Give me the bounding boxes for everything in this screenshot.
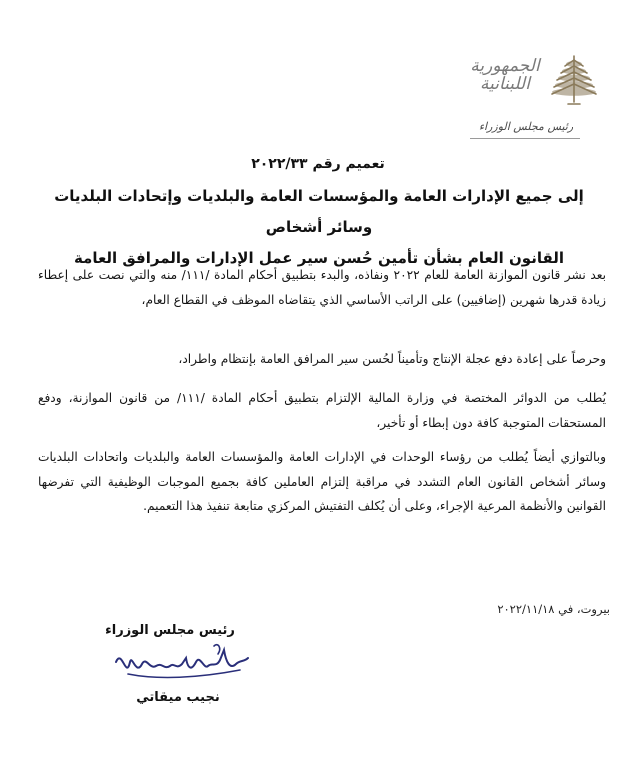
date-line: بيروت، في ٢٠٢٢/١١/١٨ <box>497 602 610 616</box>
subject-line-1: إلى جميع الإدارات العامة والمؤسسات العامة والبلديات وإتحادات البلديات وسائر أشخاص <box>54 187 584 236</box>
signer-title: رئيس مجلس الوزراء <box>105 623 235 638</box>
office-name: رئيس مجلس الوزراء <box>478 120 574 133</box>
signer-name: نجيب ميقاتي <box>136 690 220 705</box>
circular-subject <box>30 181 608 274</box>
crest-line-1: الجمهورية <box>470 56 540 76</box>
crest-wordmark <box>462 58 548 94</box>
body-paragraph-4: وبالتوازي أيضاً يُطلب من رؤساء الوحدات في الإدارات العامة والمؤسسات العامة والبلديات واتحادات البلديات وسائر أشخاص القانون العام التشدد في مراقبة إلتزام العاملين كافة بجميع الموجبات الوظيفية التي تفرضها القوانين والأنظمة المرعية الإجراء، وعلى أن يُكلف التفتيش المركزي متابعة تنفيذ هذا التعميم. <box>38 450 606 513</box>
circular-title: تعميم رقم ٢٠٢٢/٣٣ <box>251 156 385 172</box>
header-divider <box>470 138 580 139</box>
cedar-emblem-icon <box>548 52 600 110</box>
body-paragraph-2: وحرصاً على إعادة دفع عجلة الإنتاج وتأميناً لحُسن سير المرافق العامة بإنتظام واطراد، <box>178 352 606 366</box>
body-paragraph-1: بعد نشر قانون الموازنة العامة للعام ٢٠٢٢ ونفاذه، والبدء بتطبيق أحكام المادة /١١١/ منه والتي نصت على إعطاء زيادة قدرها شهرين (إضافيين) على الراتب الأساسي الذي يتقاضاه الموظف في القطاع العام، <box>38 268 606 307</box>
body-paragraph-3: يُطلب من الدوائر المختصة في وزارة المالية الإلتزام بتطبيق أحكام المادة /١١١/ من قانون الموازنة، ودفع المستحقات المتوجبة كافة دون إبطاء أو تأخير، <box>38 391 606 430</box>
crest-line-2: اللبنانية <box>480 73 530 94</box>
subject-line-2: القانون العام بشأن تأمين حُسن سير عمل الإدارات والمرافق العامة <box>73 249 565 267</box>
handwritten-signature <box>108 640 258 690</box>
